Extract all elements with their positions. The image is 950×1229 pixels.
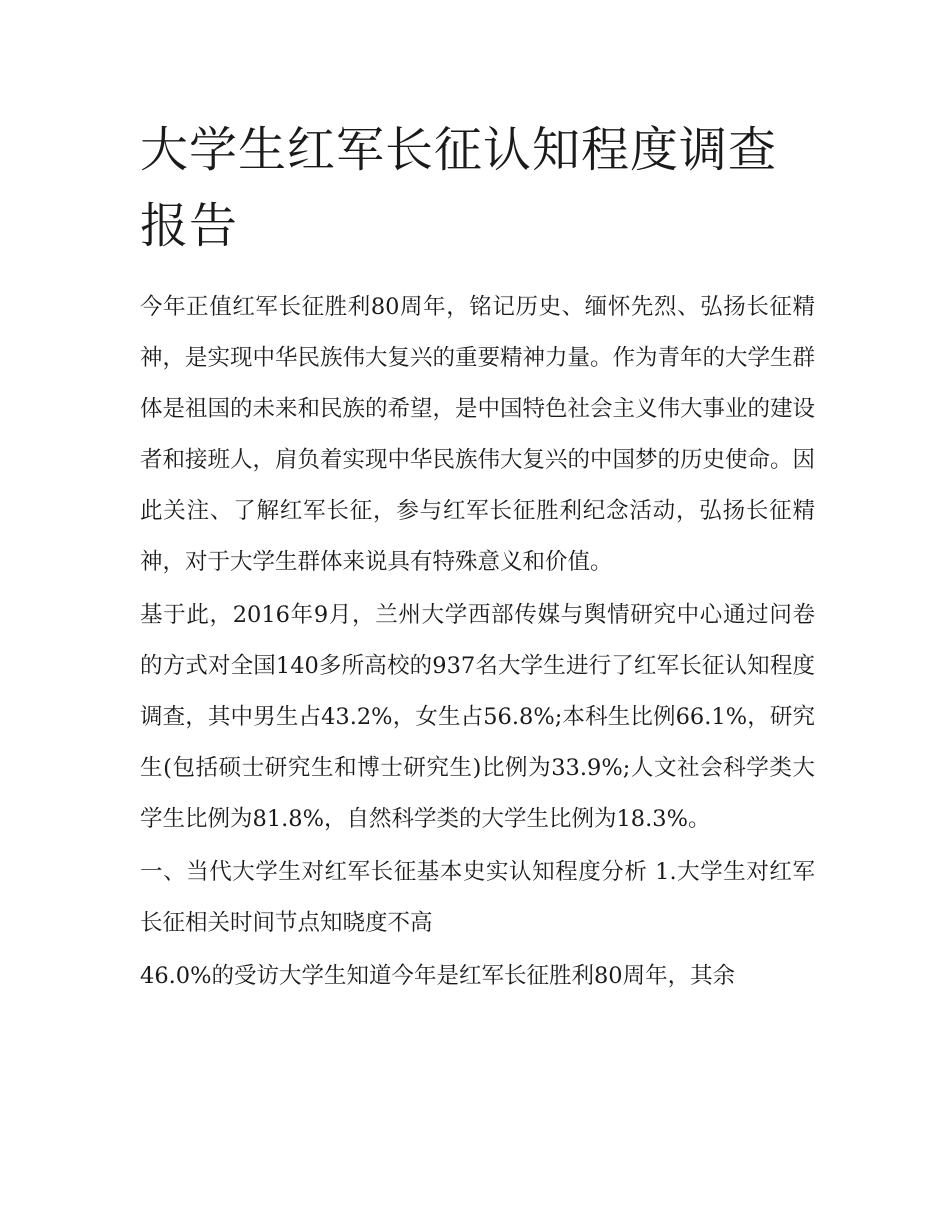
document-title: 大学生红军长征认知程度调查报告	[140, 122, 778, 254]
paragraph-survey-method: 基于此，2016年9月，兰州大学西部传媒与舆情研究中心通过问卷的方式对全国140多所高校的937名大学生进行了红军长征认知程度调查，其中男生占43.2%，女生占56.8%;本科生比例66.1%，研究生(包括硕士研究生和博士研究生)比例为33.9%;人文社会科学类大学生比例为81.8%，自然科学类的大学生比例为18.3%。	[140, 602, 815, 832]
paragraph-section-heading: 一、当代大学生对红军长征基本史实认知程度分析 1.大学生对红军长征相关时间节点知晓度不高	[140, 859, 815, 936]
paragraph-finding: 46.0%的受访大学生知道今年是红军长征胜利80周年，其余	[140, 963, 736, 989]
paragraph-intro: 今年正值红军长征胜利80周年，铭记历史、缅怀先烈、弘扬长征精神，是实现中华民族伟大复兴的重要精神力量。作为青年的大学生群体是祖国的未来和民族的希望，是中国特色社会主义伟大事业的建设者和接班人，肩负着实现中华民族伟大复兴的中国梦的历史使命。因此关注、了解红军长征，参与红军长征胜利纪念活动，弘扬长征精神，对于大学生群体来说具有特殊意义和价值。	[140, 294, 816, 575]
document-body	[140, 282, 815, 1004]
